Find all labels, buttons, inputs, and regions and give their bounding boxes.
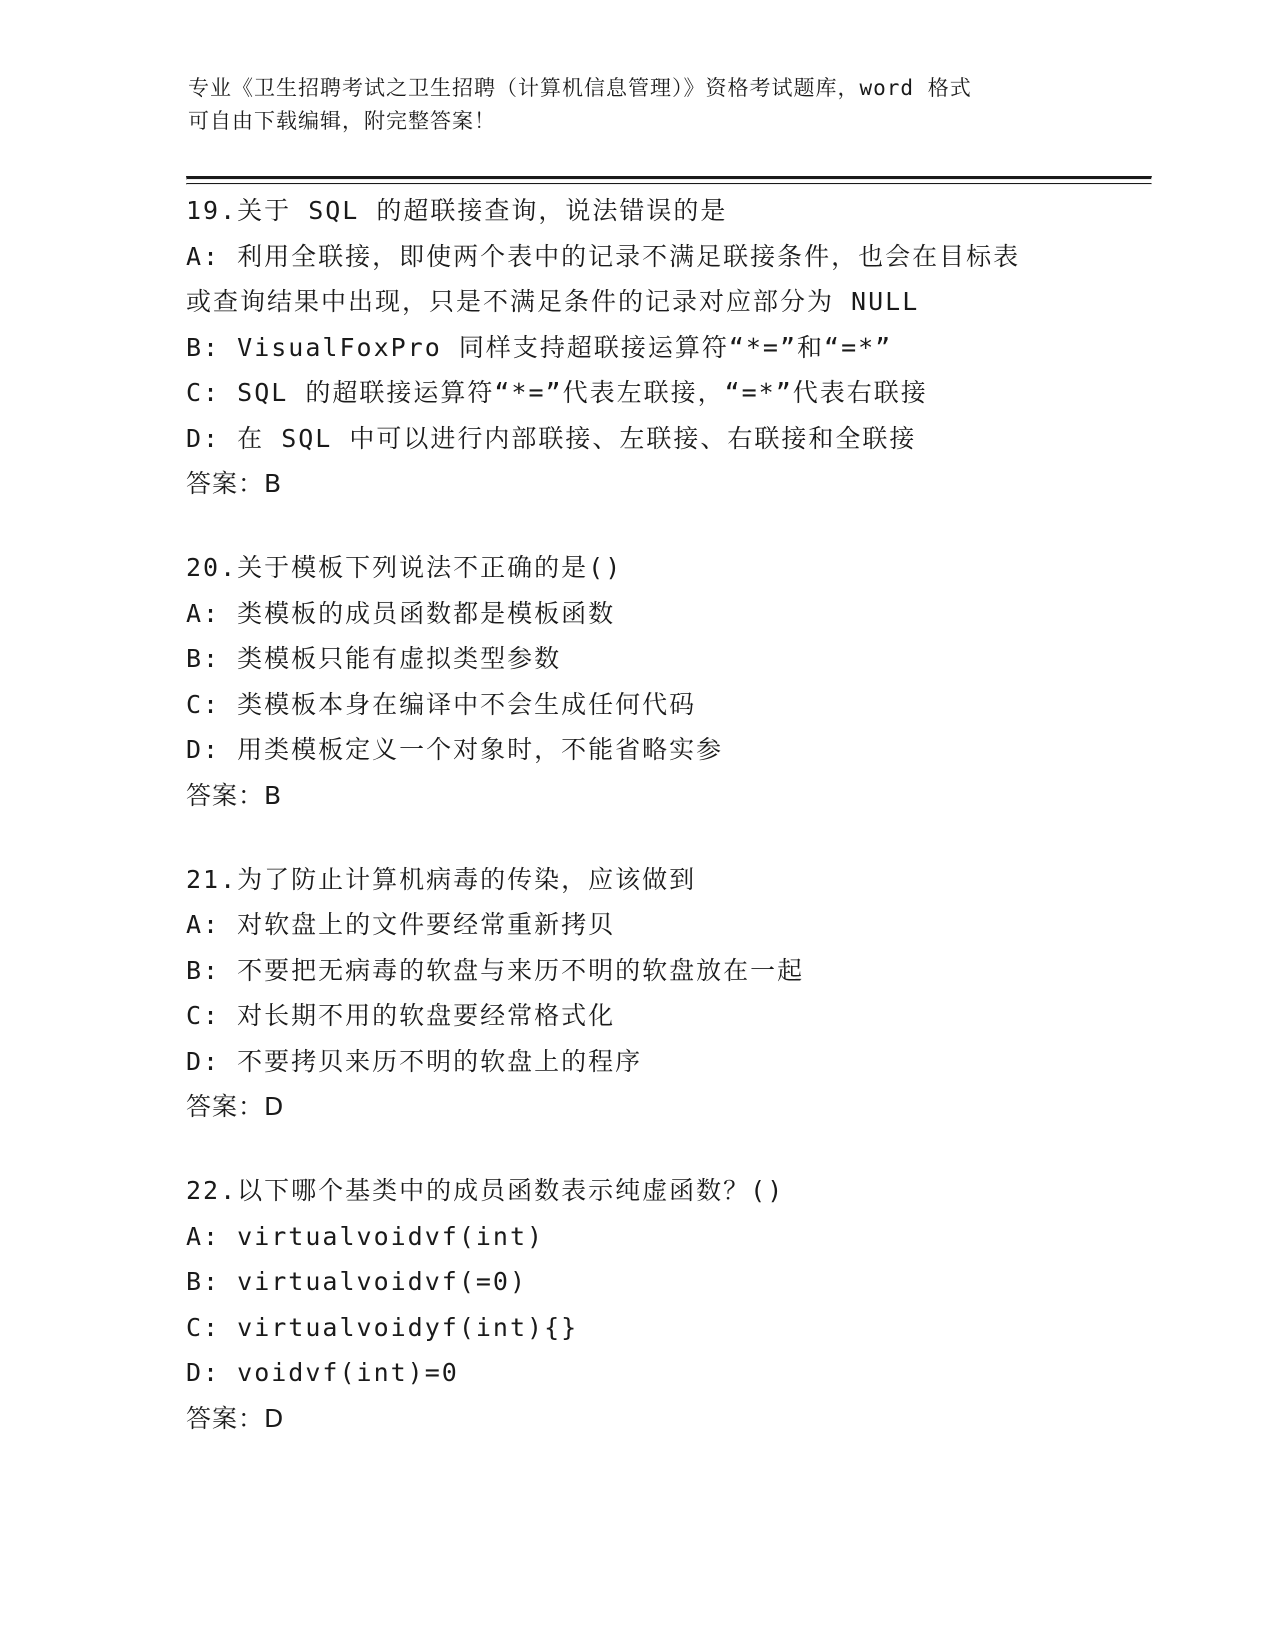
question-stem: 19.关于 SQL 的超联接查询，说法错误的是 [186, 196, 728, 225]
question-list [186, 188, 1086, 1480]
document-header [188, 72, 1088, 138]
header-line-2: 可自由下载编辑，附完整答案！ [188, 109, 496, 133]
option-b: B: 类模板只能有虚拟类型参数 [186, 644, 562, 673]
option-d: D: 用类模板定义一个对象时，不能省略实参 [186, 735, 724, 764]
question-20 [186, 545, 1086, 819]
question-21 [186, 857, 1086, 1131]
option-b: B: virtualvoidvf(=0) [186, 1267, 528, 1296]
option-a: A: 对软盘上的文件要经常重新拷贝 [186, 910, 616, 939]
header-divider [186, 176, 1150, 185]
answer-label: 答案：D [186, 1403, 285, 1433]
option-b: B: VisualFoxPro 同样支持超联接运算符“*=”和“=*” [186, 332, 893, 362]
option-c: C: 类模板本身在编译中不会生成任何代码 [186, 689, 697, 719]
divider-thin [186, 183, 1152, 185]
answer-label: 答案：B [186, 780, 283, 810]
option-d: D: 不要拷贝来历不明的软盘上的程序 [186, 1046, 643, 1076]
question-stem: 22.以下哪个基类中的成员函数表示纯虚函数？() [186, 1176, 785, 1205]
option-d: D: 在 SQL 中可以进行内部联接、左联接、右联接和全联接 [186, 423, 917, 453]
question-22 [186, 1168, 1086, 1442]
question-stem: 20.关于模板下列说法不正确的是() [186, 553, 623, 582]
answer-label: 答案：D [186, 1092, 285, 1121]
option-a-continued: 或查询结果中出现，只是不满足条件的记录对应部分为 NULL [186, 287, 920, 316]
question-stem: 21.为了防止计算机病毒的传染，应该做到 [186, 864, 697, 894]
divider-thick [186, 176, 1152, 180]
option-c: C: virtualvoidyf(int){} [186, 1312, 579, 1342]
option-a: A: virtualvoidvf(int) [186, 1221, 545, 1251]
option-a: A: 利用全联接，即使两个表中的记录不满足联接条件，也会在目标表 [186, 241, 1021, 271]
option-a: A: 类模板的成员函数都是模板函数 [186, 598, 616, 628]
option-b: B: 不要把无病毒的软盘与来历不明的软盘放在一起 [186, 955, 805, 985]
option-d: D: voidvf(int)=0 [186, 1358, 459, 1387]
answer-label: 答案：B [186, 469, 283, 498]
header-line-1: 专业《卫生招聘考试之卫生招聘（计算机信息管理）》资格考试题库，word 格式 [188, 76, 972, 100]
option-c: C: SQL 的超联接运算符“*=”代表左联接，“=*”代表右联接 [186, 378, 928, 407]
question-19 [186, 188, 1086, 507]
option-c: C: 对长期不用的软盘要经常格式化 [186, 1001, 616, 1030]
